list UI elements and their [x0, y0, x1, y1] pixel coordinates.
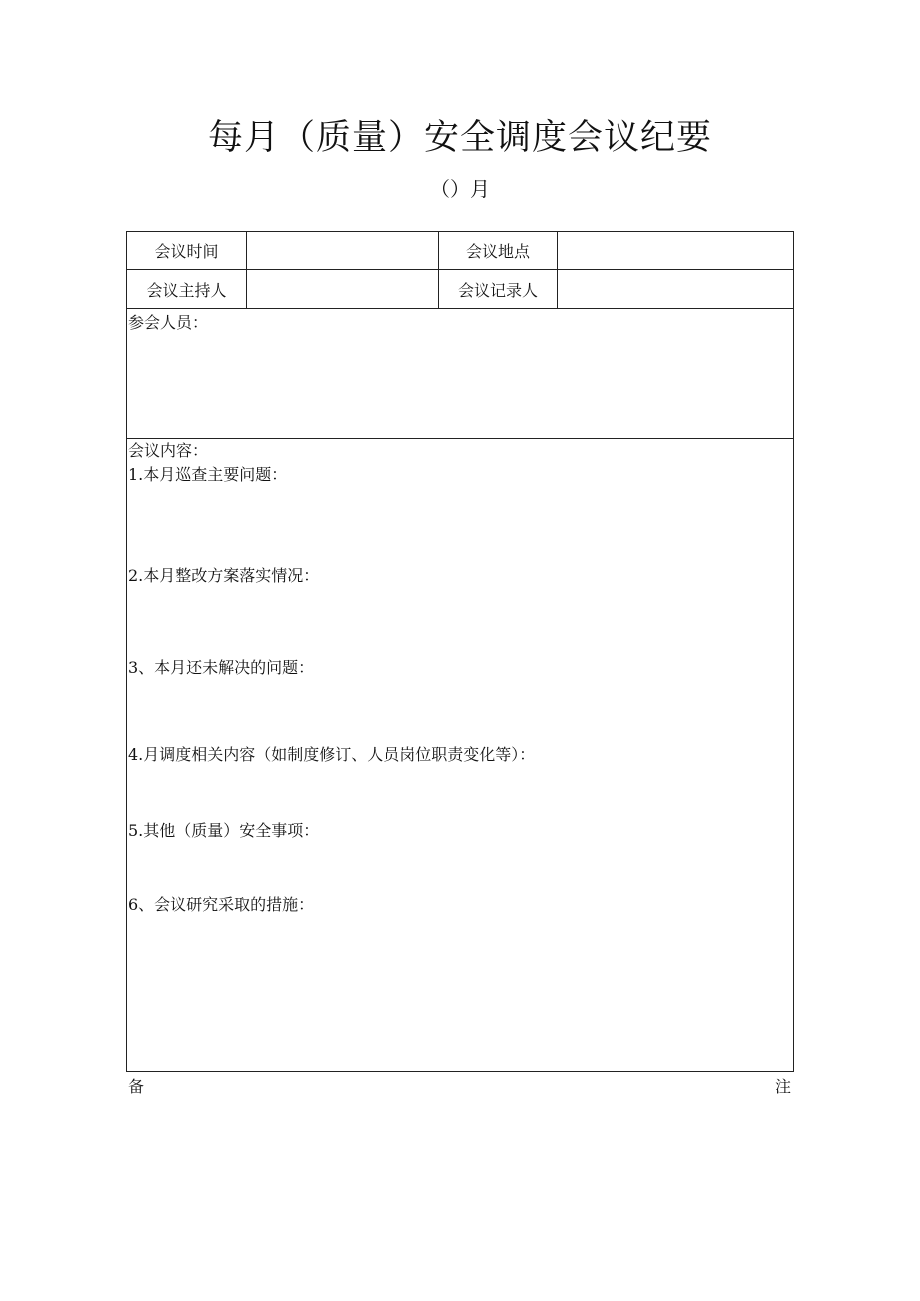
- meeting-minutes-table: [126, 231, 794, 1072]
- content-item-5: 5.其他（质量）安全事项：: [128, 821, 320, 840]
- meeting-time-field[interactable]: [247, 232, 439, 270]
- remarks-label-left: 备: [128, 1077, 145, 1096]
- content-item-6: 6、会议研究采取的措施：: [128, 895, 315, 914]
- host-field[interactable]: [247, 270, 439, 309]
- document-title: 每月（质量）安全调度会议纪要: [207, 118, 712, 158]
- recorder-field[interactable]: [558, 270, 794, 309]
- content-item-2: 2.本月整改方案落实情况：: [128, 566, 320, 585]
- meeting-time-label: 会议时间: [127, 232, 247, 270]
- attendees-field[interactable]: [127, 309, 794, 439]
- content-item-1: 1.本月巡查主要问题：: [128, 465, 288, 484]
- table-row: [127, 309, 794, 439]
- table-row: [127, 232, 794, 270]
- meeting-content-label: 会议内容：: [128, 441, 209, 460]
- meeting-place-field[interactable]: [558, 232, 794, 270]
- content-item-3: 3、本月还未解决的问题：: [128, 658, 315, 677]
- table-row: [127, 439, 794, 1072]
- host-label: 会议主持人: [127, 270, 247, 309]
- content-item-4: 4.月调度相关内容（如制度修订、人员岗位职责变化等）：: [128, 745, 536, 764]
- month-subtitle: （）月: [430, 177, 490, 201]
- recorder-label: 会议记录人: [439, 270, 558, 309]
- remarks-label-right: 注: [775, 1077, 792, 1096]
- meeting-place-label: 会议地点: [439, 232, 558, 270]
- table-row: [127, 270, 794, 309]
- attendees-label: 参会人员：: [128, 313, 209, 332]
- meeting-content-field[interactable]: [127, 439, 794, 1072]
